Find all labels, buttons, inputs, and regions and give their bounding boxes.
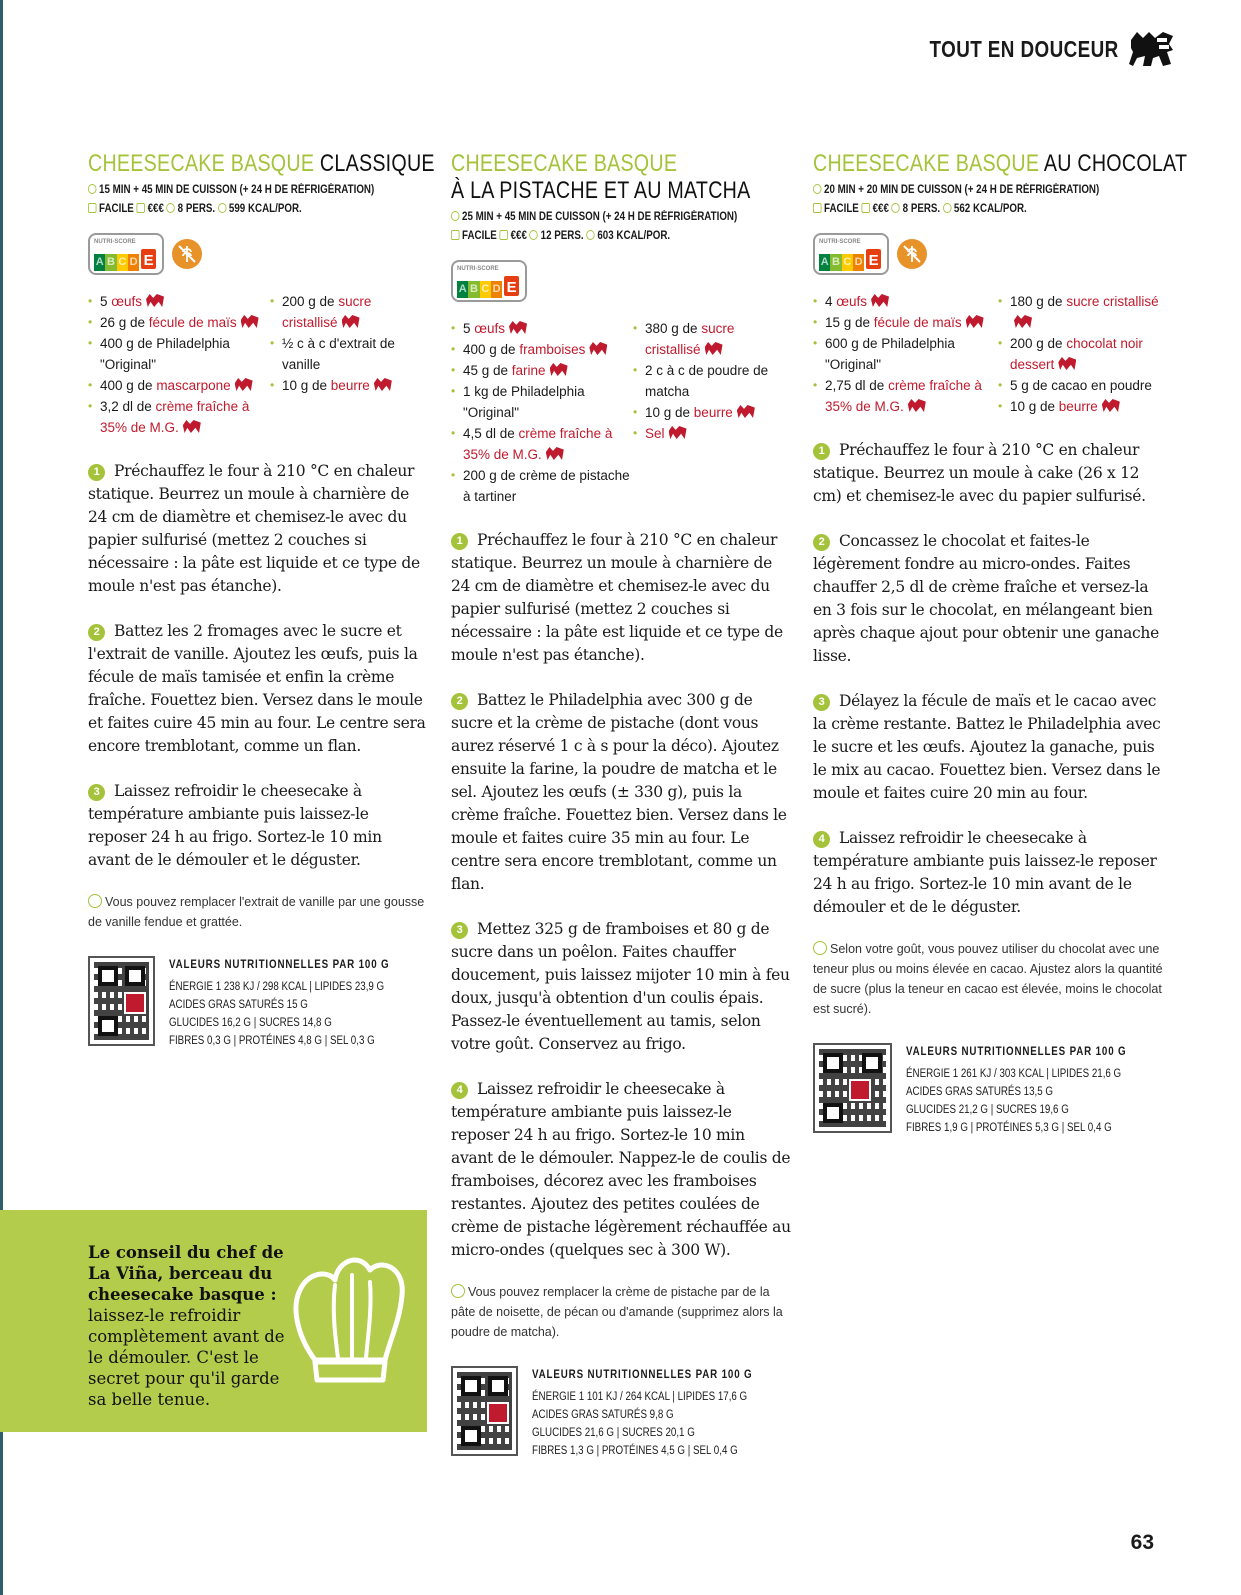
chef-hat-icon xyxy=(290,1240,410,1390)
ingredient-text: 4,5 dl de xyxy=(463,426,519,441)
ingredient-text: 2 c à c de poudre de matcha xyxy=(645,363,769,399)
recipe-meta xyxy=(813,181,1112,219)
step-number: 2 xyxy=(88,624,105,641)
ingredient-item xyxy=(633,318,791,360)
basket-icon xyxy=(862,203,871,213)
ingredient-text: 200 g de crème de pistache à tartiner xyxy=(463,468,630,504)
chef-tip-text xyxy=(88,1242,298,1410)
clock-icon xyxy=(451,211,460,221)
difficulty: FACILE xyxy=(824,203,859,215)
qr-lion-logo-icon xyxy=(487,1402,509,1424)
price-level: €€€ xyxy=(872,203,889,215)
nutri-grade-e: E xyxy=(502,274,521,298)
ingredient-text: 5 g de cacao en poudre xyxy=(1010,378,1152,393)
ingredient-text: 200 g de xyxy=(1010,336,1067,351)
ingredient-list-right xyxy=(633,318,791,507)
chef-tip-panel xyxy=(0,1210,427,1432)
lion-logo-icon xyxy=(1129,30,1175,68)
kcal: 603 KCAL/POR. xyxy=(597,230,671,242)
step-number: 1 xyxy=(813,443,830,460)
chef-tip-heading: Le conseil du chef de La Viña, berceau du cheesecake basque : xyxy=(88,1243,284,1304)
recipe-step xyxy=(813,530,1165,668)
nutri-grade-b: B xyxy=(105,254,116,271)
nutrition-block xyxy=(813,1043,1165,1137)
recipe-step xyxy=(451,529,791,667)
chef-hat-small-icon xyxy=(451,230,460,240)
chef-tip-body: laissez-le refroidir complètement avant de le démouler. C'est le secret pour qu'il garde sa belle tenue. xyxy=(88,1306,285,1409)
ingredient-highlight: crème fraîche à 35% de M.G. xyxy=(825,378,982,414)
lion-brand-icon xyxy=(241,315,259,328)
recipe-column xyxy=(451,150,791,1460)
ingredient-text: 400 g de xyxy=(100,378,157,393)
step-number: 1 xyxy=(451,533,468,550)
ingredient-item xyxy=(270,291,428,333)
ingredient-text: 26 g de xyxy=(100,315,149,330)
section-header xyxy=(888,30,1175,68)
ingredients xyxy=(451,318,791,507)
qr-finder xyxy=(862,1053,882,1073)
lion-brand-icon xyxy=(183,420,201,433)
nutri-score-label: NUTRI-SCORE xyxy=(457,266,499,272)
ingredient-text: 400 g de Philadelphia "Original" xyxy=(100,336,230,372)
lion-brand-icon xyxy=(146,294,164,307)
qr-lion-logo-icon xyxy=(849,1079,871,1101)
qr-finder xyxy=(823,1103,843,1123)
nutrition-line: ACIDES GRAS SATURÉS 15 G xyxy=(168,999,308,1011)
ingredient-text: 5 xyxy=(463,321,475,336)
step-text: Délayez la fécule de maïs et le cacao avec la crème restante. Battez le Philadelphia avec le sucre et les œufs. Ajoutez la ganache, puis le mix au cacao. Fouettez bien. Versez dans le moule et faites cuire 20 min au four. xyxy=(813,692,1161,802)
recipe-title-black: À LA PISTACHE ET AU MATCHA xyxy=(451,177,751,204)
ingredient-text: 45 g de xyxy=(463,363,512,378)
prep-time: 25 MIN + 45 MIN DE CUISSON (+ 24 H DE RÉFRIGÉRATION) xyxy=(462,211,738,223)
ingredient-item xyxy=(88,396,270,438)
nutri-score-badge xyxy=(813,233,889,275)
tip-text: Vous pouvez remplacer la crème de pistache par de la pâte de noisette, de pécan ou d'amande (supprimez alors la poudre de matcha). xyxy=(451,1285,783,1339)
ingredient-highlight: beurre xyxy=(1058,399,1098,414)
nutri-grade-a: A xyxy=(94,254,105,271)
ingredient-list-right xyxy=(270,291,428,438)
tip-text: Vous pouvez remplacer l'extrait de vanille par une gousse de vanille fendue et grattée. xyxy=(88,895,425,929)
gluten-free-icon xyxy=(897,239,927,269)
kcal: 562 KCAL/POR. xyxy=(953,203,1027,215)
ingredient-item xyxy=(270,333,428,375)
lion-brand-icon xyxy=(966,315,984,328)
step-number: 1 xyxy=(88,464,105,481)
ingredient-highlight: framboises xyxy=(519,342,586,357)
recipe-title-green: CHEESECAKE BASQUE xyxy=(88,150,315,177)
recipe-title-green: CHEESECAKE BASQUE xyxy=(813,150,1040,177)
ingredient-item xyxy=(88,375,270,396)
ingredient-item xyxy=(998,375,1163,396)
ingredient-highlight: farine xyxy=(511,363,546,378)
step-number: 4 xyxy=(813,831,830,848)
ingredient-item xyxy=(813,291,998,312)
step-text: Battez le Philadelphia avec 300 g de sucre et la crème de pistache (dont vous aurez réservé 1 c à s pour la déco). Ajoutez ensuite la farine, la poudre de matcha et le sel. Ajoutez les œufs (± 330 g), puis la crème fraîche. Fouettez bien. Versez dans le moule et faites cuire 35 min au four. Le centre sera encore tremblotant, comme un flan. xyxy=(451,691,787,893)
recipe-step xyxy=(451,1078,791,1262)
recipe-badges xyxy=(813,233,1165,275)
clock-icon xyxy=(88,184,97,194)
ingredient-item xyxy=(451,381,633,423)
ingredient-item xyxy=(633,360,791,402)
ingredient-item xyxy=(451,360,633,381)
lion-brand-icon xyxy=(374,378,392,391)
ingredients xyxy=(813,291,1165,417)
qr-finder xyxy=(461,1426,481,1446)
recipe-step xyxy=(451,918,791,1056)
lion-brand-icon xyxy=(1058,357,1076,370)
ingredient-item xyxy=(998,396,1163,417)
lion-brand-icon xyxy=(546,447,564,460)
recipe-tip xyxy=(88,892,428,932)
ingredient-list-left xyxy=(813,291,998,417)
ingredient-item xyxy=(451,318,633,339)
nutri-score-label: NUTRI-SCORE xyxy=(819,239,861,245)
qr-code xyxy=(451,1366,518,1456)
ingredient-text: ½ c à c d'extrait de vanille xyxy=(282,336,395,372)
ingredient-highlight: sucre cristallisé xyxy=(1066,294,1159,309)
step-number: 2 xyxy=(813,534,830,551)
lion-brand-icon xyxy=(669,426,687,439)
step-text: Préchauffez le four à 210 °C en chaleur statique. Beurrez un moule à charnière de 24 cm de diamètre et chemisez-le avec du papier sulfurisé (mettez 2 couches si nécessaire : la pâte est liquide et ce type de moule n'est pas étanche). xyxy=(88,462,420,595)
ingredient-item xyxy=(633,423,791,444)
ingredient-list-left xyxy=(451,318,633,507)
clock-icon xyxy=(813,184,822,194)
ingredient-highlight: fécule de maïs xyxy=(873,315,962,330)
ingredient-item xyxy=(813,375,998,417)
nutrition-line: ACIDES GRAS SATURÉS 9,8 G xyxy=(531,1409,674,1421)
lion-brand-icon xyxy=(871,294,889,307)
nutrition-line: FIBRES 1,9 G | PROTÉINES 5,3 G | SEL 0,4 G xyxy=(905,1122,1112,1134)
ingredient-item xyxy=(88,291,270,312)
lion-brand-icon xyxy=(1014,315,1032,328)
step-number: 2 xyxy=(451,693,468,710)
ingredient-highlight: mascarpone xyxy=(156,378,231,393)
nutrition-title: VALEURS NUTRITIONNELLES PAR 100 G xyxy=(531,1369,753,1381)
nutrition-line: GLUCIDES 21,6 G | SUCRES 20,1 G xyxy=(531,1427,695,1439)
ingredient-item xyxy=(451,339,633,360)
nutri-grade-d: D xyxy=(853,254,864,271)
nutrition-line: ÉNERGIE 1 101 KJ / 264 KCAL | LIPIDES 17,6 G xyxy=(531,1391,747,1403)
ingredient-highlight: œufs xyxy=(836,294,868,309)
ingredient-highlight: sucre cristallisé xyxy=(645,321,735,357)
tip-text: Selon votre goût, vous pouvez utiliser du chocolat avec une teneur plus ou moins élevée en cacao. Ajustez alors la quantité de sucre (plus la teneur en cacao est élevée, moins le chocolat est sucré). xyxy=(813,942,1163,1016)
recipe-badges xyxy=(88,233,428,275)
ingredient-item xyxy=(88,312,270,333)
recipe-meta xyxy=(451,208,740,246)
nutrition-values xyxy=(906,1043,1126,1137)
ingredient-list-left xyxy=(88,291,270,438)
chef-hat-small-icon xyxy=(88,203,97,213)
nutrition-line: GLUCIDES 16,2 G | SUCRES 14,8 G xyxy=(168,1017,332,1029)
ingredient-text: 15 g de xyxy=(825,315,874,330)
section-title: TOUT EN DOUCEUR xyxy=(929,35,1119,62)
basket-icon xyxy=(137,203,146,213)
basket-icon xyxy=(500,230,509,240)
recipe-tip xyxy=(451,1282,791,1342)
prep-time: 15 MIN + 45 MIN DE CUISSON (+ 24 H DE RÉFRIGÉRATION) xyxy=(99,184,375,196)
recipe-column xyxy=(88,150,435,1050)
nutrition-line: GLUCIDES 21,2 G | SUCRES 19,6 G xyxy=(905,1104,1069,1116)
qr-finder xyxy=(461,1376,481,1396)
lion-brand-icon xyxy=(705,342,723,355)
nutri-grade-d: D xyxy=(491,281,502,298)
recipe-title-black: AU CHOCOLAT xyxy=(1043,150,1188,177)
qr-finder xyxy=(98,966,118,986)
step-text: Laissez refroidir le cheesecake à température ambiante puis laissez-le reposer 24 h au frigo. Sortez-le 10 min avant de le démouler. Nappez-le de coulis de framboises, décorez avec les framboises restantes. Ajoutez des petites coulées de crème de pistache légèrement réchauffée au micro-ondes (quelques sec à 300 W). xyxy=(451,1080,791,1259)
nutri-grade-a: A xyxy=(457,281,468,298)
recipe-step xyxy=(88,780,428,872)
ingredient-highlight: sucre cristallisé xyxy=(282,294,372,330)
nutri-grade-b: B xyxy=(468,281,479,298)
ingredient-item xyxy=(633,402,791,423)
nutrition-values xyxy=(532,1366,752,1460)
nutri-score-label: NUTRI-SCORE xyxy=(94,239,136,245)
nutri-grade-b: B xyxy=(830,254,841,271)
qr-finder xyxy=(823,1053,843,1073)
ingredient-text: 4 xyxy=(825,294,837,309)
nutri-grade-a: A xyxy=(819,254,830,271)
step-text: Mettez 325 g de framboises et 80 g de sucre dans un poêlon. Faites chauffer doucement, puis laissez mijoter 10 min à feu doux, jusqu'à obtention d'un coulis épais. Passez-le éventuellement au tamis, selon votre goût. Conservez au frigo. xyxy=(451,920,790,1053)
ingredient-text: 2,75 dl de xyxy=(825,378,889,393)
step-text: Laissez refroidir le cheesecake à température ambiante puis laissez-le reposer 24 h au frigo. Sortez-le 10 min avant de le démouler et de le déguster. xyxy=(813,829,1157,916)
ingredient-highlight: crème fraîche à 35% de M.G. xyxy=(463,426,613,462)
qr-finder xyxy=(125,966,145,986)
recipe-title xyxy=(451,150,751,204)
persons-icon xyxy=(892,203,901,213)
lion-brand-icon xyxy=(235,378,253,391)
recipe-step xyxy=(813,439,1165,508)
ingredient-text: 10 g de xyxy=(1010,399,1059,414)
ingredient-item xyxy=(451,423,633,465)
qr-code xyxy=(88,956,155,1046)
step-text: Laissez refroidir le cheesecake à température ambiante puis laissez-le reposer 24 h au frigo. Sortez-le 10 min avant de le démouler et le déguster. xyxy=(88,782,382,869)
recipe-title xyxy=(88,150,435,177)
persons: 8 PERS. xyxy=(177,203,216,215)
flame-icon xyxy=(218,203,227,213)
step-text: Préchauffez le four à 210 °C en chaleur statique. Beurrez un moule à cake (26 x 12 cm) et chemisez-le avec du papier sulfurisé. xyxy=(813,441,1146,505)
qr-code xyxy=(813,1043,892,1133)
prep-time: 20 MIN + 20 MIN DE CUISSON (+ 24 H DE RÉFRIGÉRATION) xyxy=(824,184,1100,196)
nutri-grade-e: E xyxy=(864,247,883,271)
recipe-step xyxy=(813,827,1165,919)
recipe-step xyxy=(451,689,791,896)
nutrition-title: VALEURS NUTRITIONNELLES PAR 100 G xyxy=(168,959,390,971)
lion-brand-icon xyxy=(342,315,360,328)
page-number: 63 xyxy=(1130,1531,1154,1554)
nutri-grade-c: C xyxy=(480,281,491,298)
lion-brand-icon xyxy=(737,405,755,418)
ingredient-highlight: crème fraîche à 35% de M.G. xyxy=(100,399,250,435)
ingredient-text: 600 g de Philadelphia "Original" xyxy=(825,336,955,372)
ingredient-text: 10 g de xyxy=(282,378,331,393)
ingredient-text: 5 xyxy=(100,294,112,309)
persons-icon xyxy=(530,230,539,240)
price-level: €€€ xyxy=(147,203,164,215)
ingredient-item xyxy=(270,375,428,396)
kcal: 599 KCAL/POR. xyxy=(228,203,302,215)
qr-finder xyxy=(98,1016,118,1036)
nutrition-line: ACIDES GRAS SATURÉS 13,5 G xyxy=(905,1086,1053,1098)
ingredient-highlight: beurre xyxy=(693,405,733,420)
recipe-step xyxy=(88,620,428,758)
recipe-step xyxy=(813,690,1165,805)
chef-hat-small-icon xyxy=(813,203,822,213)
nutri-grade-d: D xyxy=(128,254,139,271)
ingredient-text: 180 g de xyxy=(1010,294,1067,309)
ingredient-text: 380 g de xyxy=(645,321,702,336)
lion-brand-icon xyxy=(589,342,607,355)
ingredient-list-right xyxy=(998,291,1163,417)
recipe-meta xyxy=(88,181,377,219)
ingredient-highlight: fécule de maïs xyxy=(148,315,237,330)
ingredient-text: 10 g de xyxy=(645,405,694,420)
persons: 8 PERS. xyxy=(902,203,941,215)
ingredient-highlight: œufs xyxy=(111,294,143,309)
nutrition-line: ÉNERGIE 1 238 KJ / 298 KCAL | LIPIDES 23,9 G xyxy=(168,981,384,993)
nutrition-block xyxy=(451,1366,791,1460)
recipe-title-green: CHEESECAKE BASQUE xyxy=(451,150,678,177)
persons: 12 PERS. xyxy=(540,230,584,242)
ingredient-item xyxy=(813,333,998,375)
nutrition-block xyxy=(88,956,428,1050)
lightbulb-icon xyxy=(451,1284,465,1298)
ingredient-item xyxy=(998,333,1163,375)
recipe-badges xyxy=(451,260,791,302)
ingredient-text: 200 g de xyxy=(282,294,339,309)
price-level: €€€ xyxy=(510,230,527,242)
ingredients xyxy=(88,291,428,438)
step-number: 4 xyxy=(451,1082,468,1099)
ingredient-highlight: beurre xyxy=(330,378,370,393)
ingredient-highlight: Sel xyxy=(645,426,665,441)
lightbulb-icon xyxy=(813,941,827,955)
ingredient-text: 3,2 dl de xyxy=(100,399,156,414)
step-number: 3 xyxy=(88,784,105,801)
recipe-step xyxy=(88,460,428,598)
nutrition-title: VALEURS NUTRITIONNELLES PAR 100 G xyxy=(905,1046,1127,1058)
nutri-score-badge xyxy=(88,233,164,275)
ingredient-text: 1 kg de Philadelphia "Original" xyxy=(463,384,585,420)
ingredient-highlight: œufs xyxy=(474,321,506,336)
ingredient-item xyxy=(998,291,1163,333)
lion-brand-icon xyxy=(550,363,568,376)
nutri-score-badge xyxy=(451,260,527,302)
ingredient-text: 400 g de xyxy=(463,342,520,357)
qr-finder xyxy=(488,1376,508,1396)
lion-brand-icon xyxy=(908,399,926,412)
step-text: Concassez le chocolat et faites-le légèrement fondre au micro-ondes. Faites chauffer 2,5 dl de crème fraîche et versez-la en 3 fois sur le chocolat, en mélangeant bien après chaque ajout pour obtenir une ganache lisse. xyxy=(813,532,1159,665)
nutri-grade-e: E xyxy=(139,247,158,271)
step-number: 3 xyxy=(451,922,468,939)
flame-icon xyxy=(943,203,952,213)
ingredient-item xyxy=(88,333,270,375)
nutri-grade-c: C xyxy=(117,254,128,271)
recipe-tip xyxy=(813,939,1165,1019)
gluten-free-icon xyxy=(172,239,202,269)
nutrition-line: ÉNERGIE 1 261 KJ / 303 KCAL | LIPIDES 21,6 G xyxy=(905,1068,1121,1080)
recipe-column xyxy=(813,150,1188,1137)
difficulty: FACILE xyxy=(462,230,497,242)
flame-icon xyxy=(586,230,595,240)
nutri-grade-c: C xyxy=(842,254,853,271)
recipe-title-black: CLASSIQUE xyxy=(319,150,435,177)
difficulty: FACILE xyxy=(99,203,134,215)
persons-icon xyxy=(167,203,176,213)
ingredient-item xyxy=(813,312,998,333)
step-text: Battez les 2 fromages avec le sucre et l'extrait de vanille. Ajoutez les œufs, puis la fécule de maïs tamisée et enfin la crème fraîche. Fouettez bien. Versez dans le moule et faites cuire 45 min au four. Le centre sera encore tremblotant, comme un flan. xyxy=(88,622,426,755)
step-text: Préchauffez le four à 210 °C en chaleur statique. Beurrez un moule à charnière de 24 cm de diamètre et chemisez-le avec du papier sulfurisé (mettez 2 couches si nécessaire : la pâte est liquide et ce type de moule n'est pas étanche). xyxy=(451,531,783,664)
qr-lion-logo-icon xyxy=(124,992,146,1014)
lion-brand-icon xyxy=(509,321,527,334)
nutrition-line: FIBRES 0,3 G | PROTÉINES 4,8 G | SEL 0,3 G xyxy=(168,1035,375,1047)
recipe-title xyxy=(813,150,1188,177)
nutrition-line: FIBRES 1,3 G | PROTÉINES 4,5 G | SEL 0,4 G xyxy=(531,1445,738,1457)
ingredient-item xyxy=(451,465,633,507)
lightbulb-icon xyxy=(88,894,102,908)
ingredient-highlight: chocolat noir dessert xyxy=(1010,336,1143,372)
nutrition-values xyxy=(169,956,389,1050)
step-number: 3 xyxy=(813,694,830,711)
lion-brand-icon xyxy=(1102,399,1120,412)
